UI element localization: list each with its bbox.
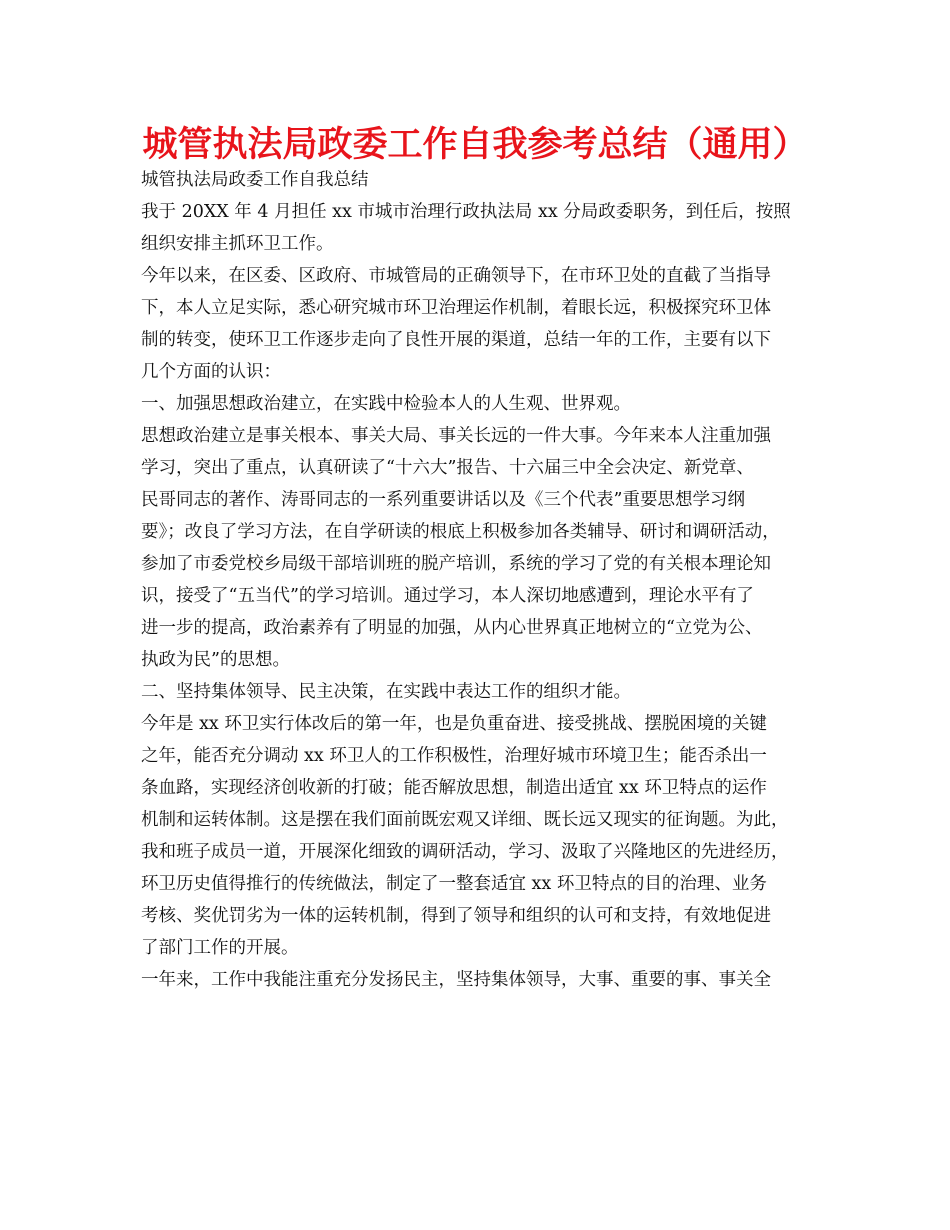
paragraph-line: 进一步的提高，政治素养有了明显的加强，从内心世界真正地树立的“立党为公、 [141, 618, 763, 638]
paragraph-line: 制的转变，使环卫工作逐步走向了良性开展的渠道，总结一年的工作，主要有以下 [141, 330, 771, 350]
paragraph-line: 几个方面的认识： [141, 362, 281, 382]
paragraph-line: 我和班子成员一道，开展深化细致的调研活动，学习、汲取了兴隆地区的先进经历， [141, 842, 789, 862]
paragraph-line: 机制和运转体制。这是摆在我们面前既宏观又详细、既长远又现实的征询题。为此， [141, 810, 789, 830]
paragraph-line: 识，接受了“五当代”的学习培训。通过学习，本人深切地感遭到，理论水平有了 [141, 586, 754, 606]
paragraph-line: 组织安排主抓环卫工作。 [141, 234, 334, 254]
paragraph-line: 思想政治建立是事关根本、事关大局、事关长远的一件大事。今年来本人注重加强 [141, 426, 771, 446]
paragraph-line: 今年是 xx 环卫实行体改后的第一年，也是负重奋进、接受挑战、摆脱困境的关键 [141, 714, 767, 734]
subtitle-line: 城管执法局政委工作自我总结 [141, 170, 369, 190]
document-body [141, 164, 831, 996]
section-heading: 二、坚持集体领导、民主决策，在实践中表达工作的组织才能。 [141, 682, 631, 702]
paragraph-line: 环卫历史值得推行的传统做法，制定了一整套适宜 xx 环卫特点的目的治理、业务 [141, 874, 767, 894]
paragraph-line: 执政为民”的思想。 [141, 650, 290, 670]
paragraph-line: 之年，能否充分调动 xx 环卫人的工作积极性，治理好城市环境卫生；能否杀出一 [141, 746, 767, 766]
paragraph-line: 学习，突出了重点，认真研读了“十六大”报告、十六届三中全会决定、新党章、 [141, 458, 754, 478]
paragraph-line: 民哥同志的著作、涛哥同志的一系列重要讲话以及《三个代表”重要思想学习纲 [141, 490, 745, 510]
paragraph-line: 下，本人立足实际，悉心研究城市环卫治理运作机制，着眼长远，积极探究环卫体 [141, 298, 771, 318]
paragraph-line: 一年来，工作中我能注重充分发扬民主，坚持集体领导，大事、重要的事、事关全 [141, 970, 771, 990]
paragraph-line: 条血路，实现经济创收新的打破；能否解放思想，制造出适宜 xx 环卫特点的运作 [141, 778, 767, 798]
paragraph-line: 了部门工作的开展。 [141, 938, 299, 958]
paragraph-line: 要》；改良了学习方法，在自学研读的根底上积极参加各类辅导、研讨和调研活动， [141, 522, 780, 542]
section-heading: 一、加强思想政治建立，在实践中检验本人的人生观、世界观。 [141, 394, 631, 414]
paragraph-line: 今年以来，在区委、区政府、市城管局的正确领导下，在市环卫处的直截了当指导 [141, 266, 771, 286]
paragraph-line: 考核、奖优罚劣为一体的运转机制，得到了领导和组织的认可和支持，有效地促进 [141, 906, 771, 926]
document-title: 城管执法局政委工作自我参考总结（通用） [142, 125, 808, 165]
paragraph-line: 我于 20XX 年 4 月担任 xx 市城市治理行政执法局 xx 分局政委职务，到任后，按照 [141, 202, 791, 222]
paragraph-line: 参加了市委党校乡局级干部培训班的脱产培训，系统的学习了党的有关根本理论知 [141, 554, 771, 574]
